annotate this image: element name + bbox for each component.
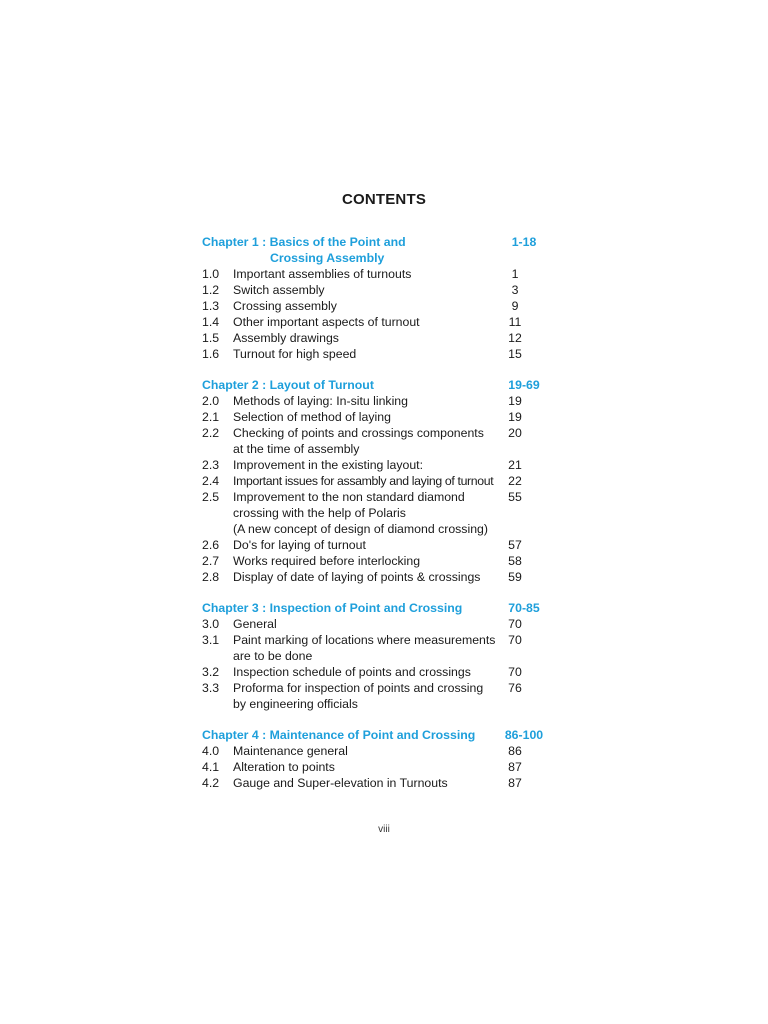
entry-number: 2.2 bbox=[202, 426, 220, 440]
table-of-contents bbox=[202, 234, 562, 791]
entry-page: 19 bbox=[508, 410, 522, 424]
entry-page: 19 bbox=[508, 394, 522, 408]
toc-entry-2-4[interactable] bbox=[202, 473, 562, 489]
entry-page: 87 bbox=[508, 776, 522, 790]
entry-number: 1.2 bbox=[202, 283, 220, 297]
toc-entry-3-2[interactable] bbox=[202, 664, 562, 680]
toc-entry-3-3[interactable] bbox=[202, 680, 562, 696]
entry-page: 55 bbox=[508, 490, 522, 504]
entry-page: 59 bbox=[508, 570, 522, 584]
chapter-1-heading[interactable] bbox=[202, 234, 562, 250]
entry-number: 2.3 bbox=[202, 458, 220, 472]
entry-title-continued: crossing with the help of Polaris bbox=[233, 506, 406, 520]
toc-entry-1-5[interactable] bbox=[202, 330, 562, 346]
entry-title-continued: (A new concept of design of diamond crossing) bbox=[233, 522, 488, 536]
chapter-title: Chapter 3 : Inspection of Point and Crossing bbox=[202, 601, 463, 615]
toc-entry-2-2[interactable] bbox=[202, 425, 562, 441]
toc-entry-2-6[interactable] bbox=[202, 537, 562, 553]
entry-page: 9 bbox=[511, 299, 519, 313]
chapter-page-range: 19-69 bbox=[508, 378, 540, 392]
entry-number: 3.3 bbox=[202, 681, 220, 695]
toc-entry-2-2-cont bbox=[202, 441, 562, 457]
entry-number: 2.6 bbox=[202, 538, 220, 552]
entry-title: Improvement in the existing layout: bbox=[233, 458, 424, 472]
chapter-title: Chapter 4 : Maintenance of Point and Crossing bbox=[202, 728, 476, 742]
entry-title: Turnout for high speed bbox=[233, 347, 357, 361]
entry-title: Important issues for assambly and laying of turnout bbox=[233, 474, 494, 488]
entry-number: 3.0 bbox=[202, 617, 220, 631]
entry-number: 2.7 bbox=[202, 554, 220, 568]
entry-title: General bbox=[233, 617, 277, 631]
entry-title: Display of date of laying of points & crossings bbox=[233, 570, 481, 584]
entry-title: Improvement to the non standard diamond bbox=[233, 490, 465, 504]
chapter-3-heading[interactable] bbox=[202, 600, 562, 616]
entry-title: Alteration to points bbox=[233, 760, 335, 774]
chapter-page-range: 1-18 bbox=[511, 235, 537, 249]
toc-entry-3-1[interactable] bbox=[202, 632, 562, 648]
entry-number: 2.0 bbox=[202, 394, 220, 408]
chapter-2-heading[interactable] bbox=[202, 377, 562, 393]
toc-entry-4-0[interactable] bbox=[202, 743, 562, 759]
entry-page: 87 bbox=[508, 760, 522, 774]
entry-page: 70 bbox=[508, 633, 522, 647]
entry-number: 1.6 bbox=[202, 347, 220, 361]
entry-title-continued: are to be done bbox=[233, 649, 313, 663]
toc-entry-4-1[interactable] bbox=[202, 759, 562, 775]
entry-title: Crossing assembly bbox=[233, 299, 337, 313]
entry-number: 1.4 bbox=[202, 315, 220, 329]
entry-number: 2.4 bbox=[202, 474, 220, 488]
entry-number: 1.0 bbox=[202, 267, 220, 281]
entry-page: 1 bbox=[511, 267, 519, 281]
entry-page: 11 bbox=[508, 315, 522, 329]
entry-title: Assembly drawings bbox=[233, 331, 339, 345]
entry-page: 76 bbox=[508, 681, 522, 695]
chapter-title: Chapter 2 : Layout of Turnout bbox=[202, 378, 374, 392]
entry-page: 12 bbox=[508, 331, 522, 345]
entry-title: Inspection schedule of points and crossings bbox=[233, 665, 471, 679]
toc-entry-1-2[interactable] bbox=[202, 282, 562, 298]
entry-page: 57 bbox=[508, 538, 522, 552]
entry-title: Works required before interlocking bbox=[233, 554, 421, 568]
toc-entry-3-3-cont bbox=[202, 696, 562, 712]
toc-entry-2-8[interactable] bbox=[202, 569, 562, 585]
entry-title-continued: by engineering officials bbox=[233, 697, 358, 711]
entry-title: Gauge and Super-elevation in Turnouts bbox=[233, 776, 448, 790]
toc-entry-1-6[interactable] bbox=[202, 346, 562, 362]
entry-title: Do's for laying of turnout bbox=[233, 538, 366, 552]
entry-title: Important assemblies of turnouts bbox=[233, 267, 412, 281]
entry-page: 58 bbox=[508, 554, 522, 568]
toc-entry-2-7[interactable] bbox=[202, 553, 562, 569]
toc-entry-1-4[interactable] bbox=[202, 314, 562, 330]
entry-page: 15 bbox=[508, 347, 522, 361]
entry-page: 70 bbox=[508, 665, 522, 679]
toc-entry-2-5-cont bbox=[202, 505, 562, 521]
toc-entry-3-1-cont bbox=[202, 648, 562, 664]
entry-number: 2.8 bbox=[202, 570, 220, 584]
entry-title: Maintenance general bbox=[233, 744, 348, 758]
entry-page: 86 bbox=[508, 744, 522, 758]
toc-entry-2-5-cont2 bbox=[202, 521, 562, 537]
entry-page: 20 bbox=[508, 426, 522, 440]
entry-number: 1.3 bbox=[202, 299, 220, 313]
entry-number: 4.2 bbox=[202, 776, 220, 790]
entry-page: 70 bbox=[508, 617, 522, 631]
chapter-page-range: 86-100 bbox=[504, 728, 544, 742]
toc-entry-2-5[interactable] bbox=[202, 489, 562, 505]
entry-number: 2.1 bbox=[202, 410, 220, 424]
chapter-page-range: 70-85 bbox=[508, 601, 540, 615]
page-title: CONTENTS bbox=[341, 191, 427, 208]
page-number: viii bbox=[378, 824, 390, 835]
chapter-1-heading-continued bbox=[202, 250, 562, 266]
entry-page: 22 bbox=[508, 474, 522, 488]
entry-title: Proforma for inspection of points and crossing bbox=[233, 681, 484, 695]
entry-title: Methods of laying: In-situ linking bbox=[233, 394, 408, 408]
toc-entry-2-0[interactable] bbox=[202, 393, 562, 409]
entry-page: 3 bbox=[511, 283, 519, 297]
entry-number: 4.0 bbox=[202, 744, 220, 758]
entry-page: 21 bbox=[508, 458, 522, 472]
chapter-4-heading[interactable] bbox=[202, 727, 562, 743]
entry-number: 3.2 bbox=[202, 665, 220, 679]
entry-title: Switch assembly bbox=[233, 283, 325, 297]
entry-title-continued: at the time of assembly bbox=[233, 442, 360, 456]
entry-number: 2.5 bbox=[202, 490, 220, 504]
entry-number: 4.1 bbox=[202, 760, 220, 774]
toc-entry-2-3[interactable] bbox=[202, 457, 562, 473]
entry-title: Checking of points and crossings components bbox=[233, 426, 484, 440]
entry-number: 3.1 bbox=[202, 633, 220, 647]
toc-entry-1-0[interactable] bbox=[202, 266, 562, 282]
entry-title: Paint marking of locations where measurements bbox=[233, 633, 496, 647]
entry-title: Selection of method of laying bbox=[233, 410, 391, 424]
entry-title: Other important aspects of turnout bbox=[233, 315, 420, 329]
toc-entry-1-3[interactable] bbox=[202, 298, 562, 314]
toc-entry-4-2[interactable] bbox=[202, 775, 562, 791]
chapter-title: Chapter 1 : Basics of the Point and bbox=[202, 235, 406, 249]
toc-entry-3-0[interactable] bbox=[202, 616, 562, 632]
chapter-title-continued: Crossing Assembly bbox=[270, 251, 385, 265]
toc-entry-2-1[interactable] bbox=[202, 409, 562, 425]
entry-number: 1.5 bbox=[202, 331, 220, 345]
